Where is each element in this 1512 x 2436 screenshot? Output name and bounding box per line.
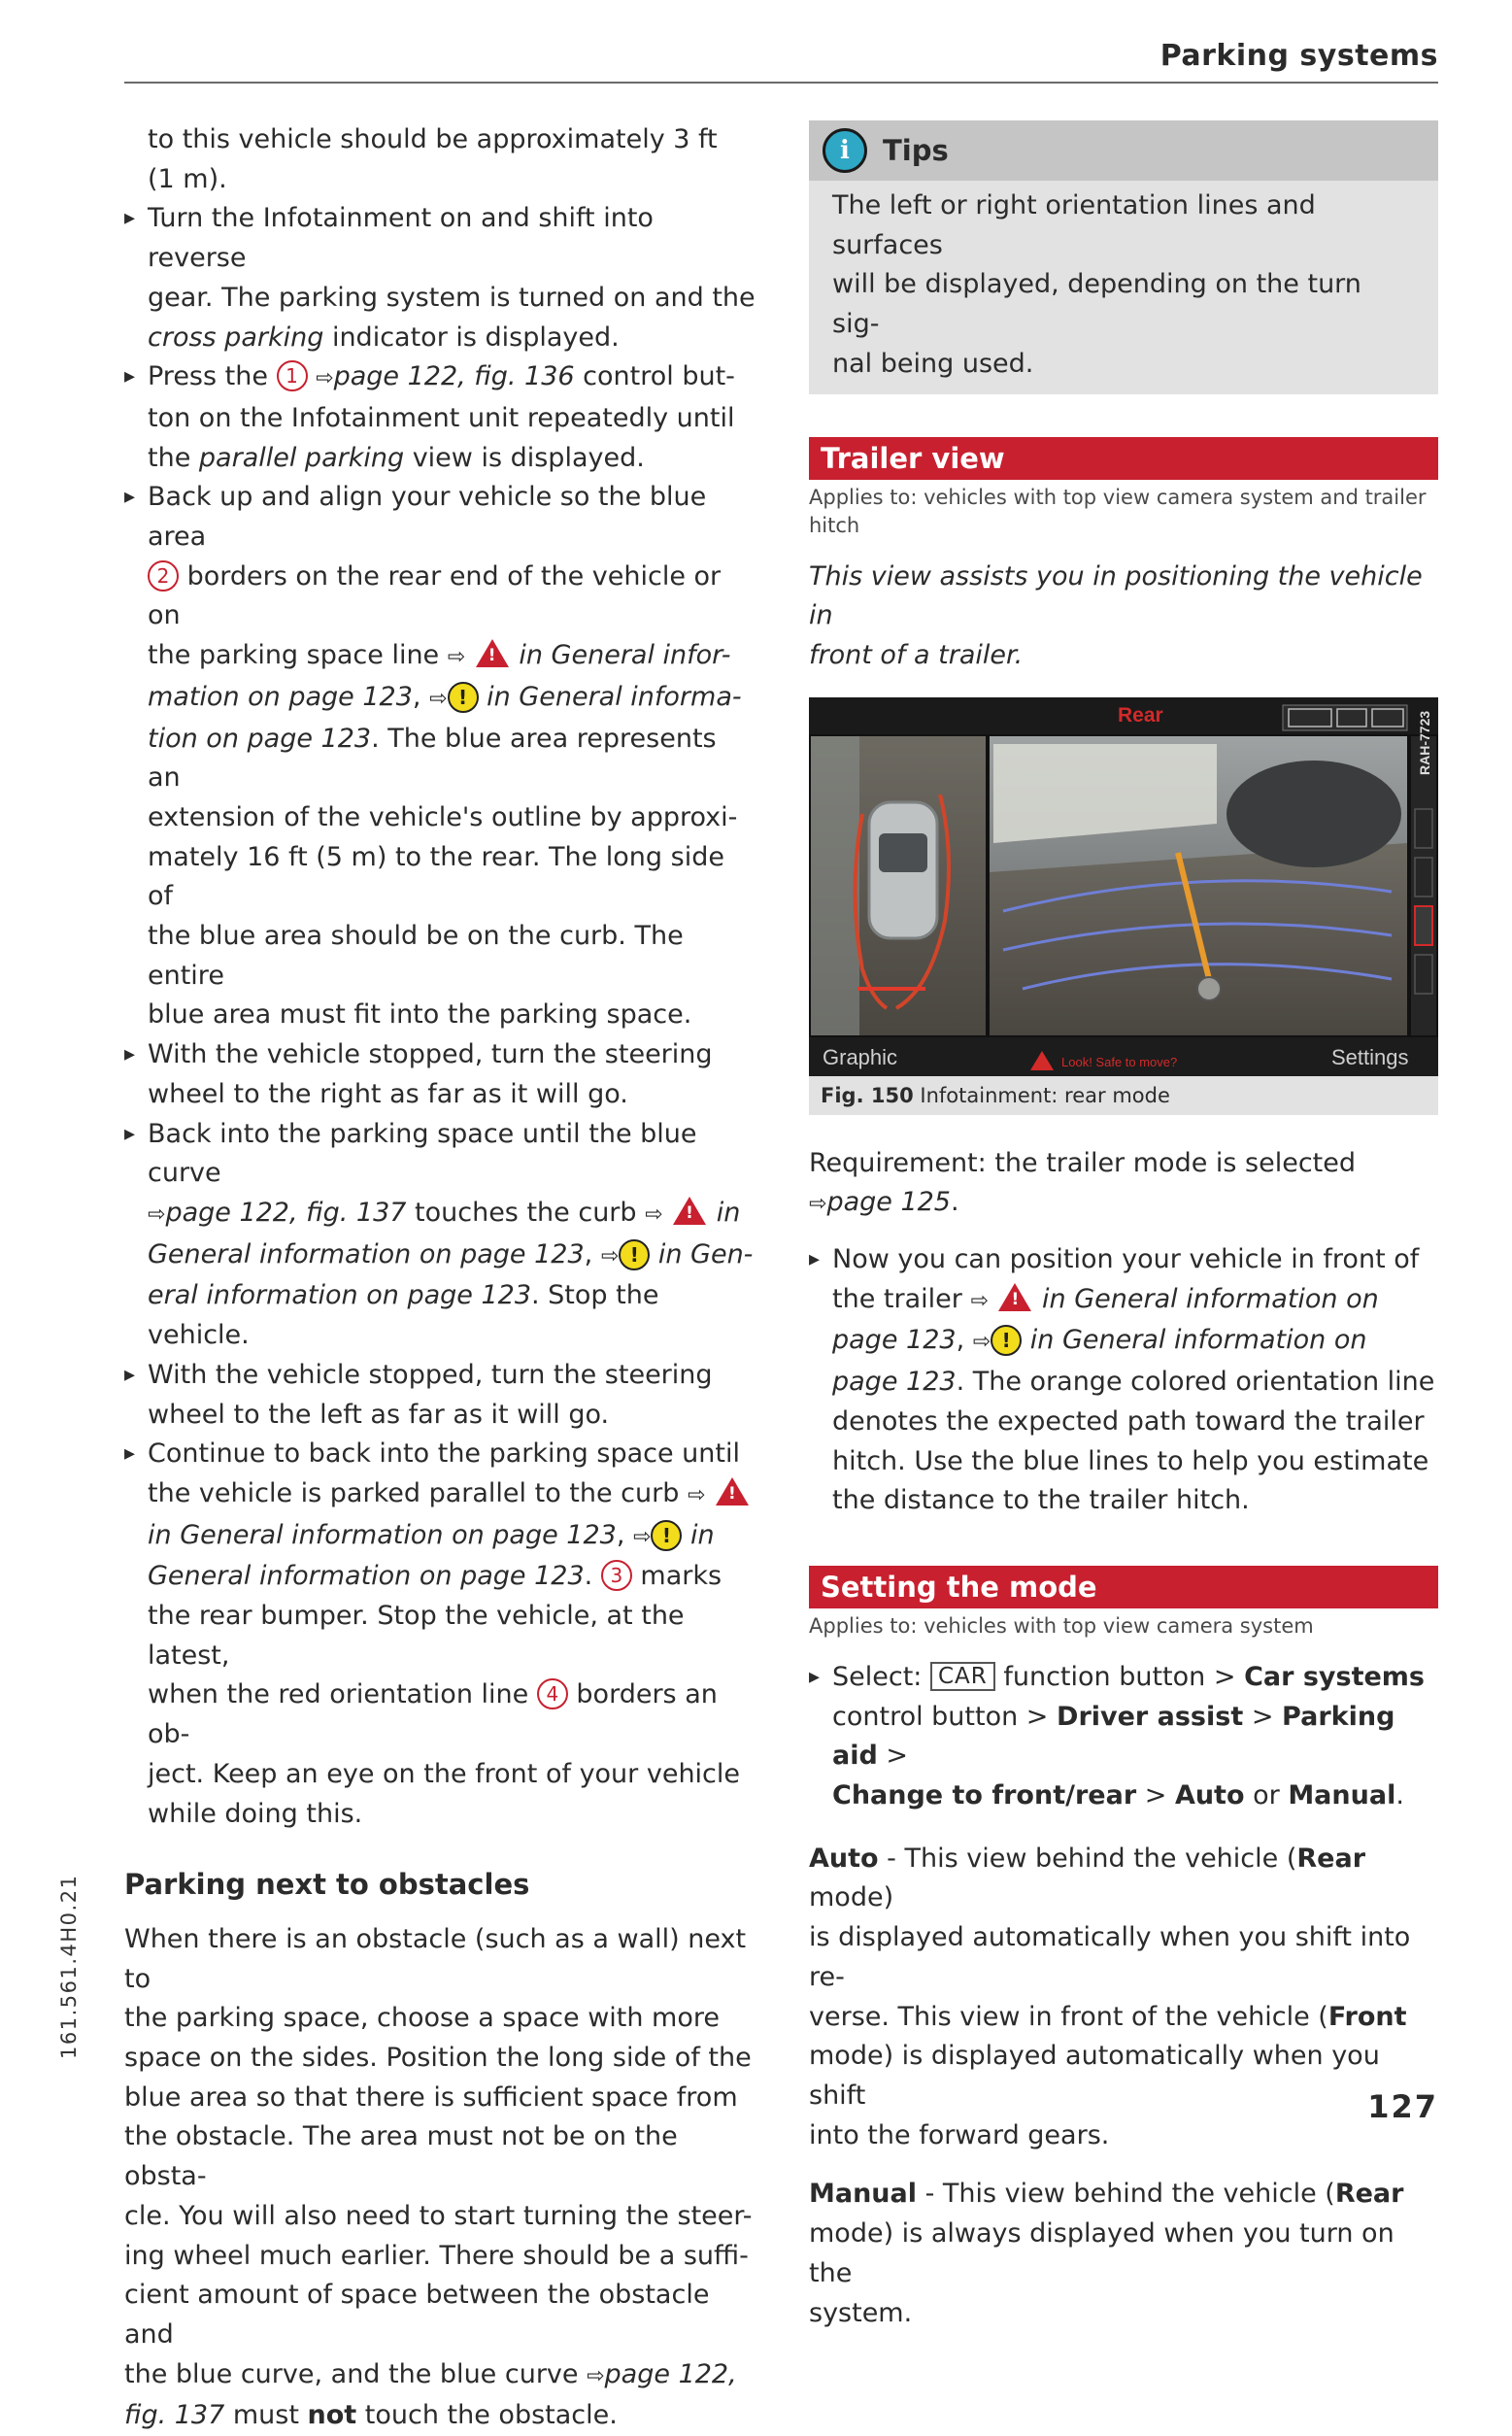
italic-term: cross parking	[148, 321, 324, 353]
text-line: General information on page 123, ⇨ ! in Gen-	[148, 1238, 754, 1269]
text-line: blue area so that there is sufficient space from	[124, 2081, 738, 2113]
settings-softkey: Settings	[1331, 1044, 1409, 1069]
menu-item-driver-assist[interactable]: Driver assist	[1057, 1701, 1244, 1732]
text-line	[832, 1363, 1438, 1403]
reference-arrow-icon: ⇨	[316, 366, 334, 391]
text-line: General information on page 123. 3 marks	[148, 1561, 722, 1592]
manual-mode-paragraph	[809, 2175, 1438, 2333]
text-line: ▸ Turn the Infotainment on and shift into reverse	[148, 203, 654, 274]
figure-caption-text: Infotainment: rear mode	[920, 1083, 1170, 1107]
subheading-parking-next-to-obstacles: Parking next to obstacles	[124, 1868, 530, 1902]
reference-arrow-icon: ⇨	[600, 1243, 620, 1269]
page-reference-link[interactable]: mation on page 123	[148, 681, 413, 712]
page-reference-link[interactable]: in	[682, 1519, 715, 1550]
text-run: .	[1395, 1780, 1404, 1811]
text-run: . The blue area represents an	[148, 723, 717, 794]
text-run: borders an ob-	[148, 1679, 718, 1750]
page-reference-link[interactable]: in General information on page 123	[148, 1519, 617, 1550]
step-turn-wheel-left	[124, 1356, 756, 1435]
text-line: nal being used.	[832, 348, 1034, 379]
text-line	[148, 357, 756, 399]
text-line: in General information on page 123, ⇨ ! in	[148, 1519, 715, 1550]
text-run: borders on the rear end of the vehicle or on	[148, 560, 722, 631]
text-run: or	[1244, 1780, 1289, 1811]
text-run: - This view behind the vehicle (	[917, 2179, 1335, 2210]
text-line	[148, 1474, 756, 1516]
text-run: when the red orientation line	[148, 1679, 537, 1710]
page-reference-link[interactable]: in General information on	[1033, 1283, 1379, 1314]
text-line	[809, 1183, 1438, 1225]
view-button-active	[1415, 906, 1432, 945]
reference-arrow-icon: ⇨	[645, 1201, 663, 1227]
curb-area	[811, 736, 859, 1035]
text-line: space on the sides. Position the long side of the	[124, 2043, 752, 2074]
text-run: must	[224, 2400, 308, 2431]
step-turn-wheel-right	[124, 1035, 756, 1114]
tips-box	[809, 120, 1438, 394]
caution-note-icon: !	[619, 1239, 650, 1270]
text-line: cient amount of space between the obstacle and	[124, 2280, 710, 2350]
text-line	[148, 1675, 756, 1754]
warning-triangle-icon	[673, 1197, 706, 1225]
callout-number-3: 3	[601, 1560, 632, 1591]
text-line: page 123, ⇨ ! in General information on	[832, 1325, 1367, 1356]
text-line	[124, 2396, 756, 2436]
figure-150	[809, 697, 1438, 1115]
text-run: the	[148, 442, 199, 473]
text-line	[148, 720, 756, 798]
text-run: function button >	[994, 1661, 1245, 1692]
text-line	[148, 558, 756, 636]
caution-note-icon: !	[991, 1325, 1022, 1356]
page-reference-link[interactable]: in General information on	[1022, 1325, 1367, 1356]
text-line: ing wheel much earlier. There should be a suffi-	[124, 2240, 749, 2271]
option-manual[interactable]: Manual	[1288, 1780, 1396, 1811]
reference-arrow-icon: ⇨	[447, 645, 466, 670]
page-reference-link[interactable]: page 123	[832, 1367, 957, 1398]
warning-triangle-icon	[716, 1477, 749, 1506]
page-reference-link[interactable]: in	[708, 1197, 741, 1228]
page-reference-link[interactable]: tion on page 123	[148, 723, 372, 754]
text-line: hitch. Use the blue lines to help you estimate	[832, 1445, 1429, 1476]
text-line: the distance to the trailer hitch.	[832, 1485, 1250, 1516]
figure-label: Fig. 150	[821, 1083, 914, 1107]
text-line: ▸ Back into the parking space until the blue curve	[148, 1118, 697, 1189]
text-line: to this vehicle should be approximately 3 ft	[148, 124, 718, 154]
text-line: the parking space, choose a space with more	[124, 2003, 720, 2034]
text-line: hitch	[809, 513, 860, 537]
reference-arrow-icon: ⇨	[429, 686, 448, 711]
step-select-menu-path	[809, 1658, 1438, 1816]
page-reference-link[interactable]: in Gen-	[650, 1238, 754, 1269]
text-line: the blue area should be on the curb. The entire	[148, 921, 684, 991]
text-run: touches the curb	[406, 1197, 646, 1228]
page-reference-link[interactable]: page 122,	[604, 2358, 737, 2389]
section-heading-trailer-view: Trailer view	[809, 437, 1438, 480]
text-line: mation on page 123, ⇨ ! in General informa-	[148, 681, 742, 712]
text-line: mode) is displayed automatically when you shift	[809, 2041, 1380, 2111]
tips-header	[809, 120, 1438, 181]
option-auto[interactable]: Auto	[1174, 1780, 1245, 1811]
auto-mode-paragraph	[809, 1840, 1438, 2156]
text-line: (1 m).	[148, 163, 227, 194]
menu-item-car-systems[interactable]: Car systems	[1244, 1661, 1425, 1692]
applies-to-note: Applies to: vehicles with top view camera system	[809, 1613, 1314, 1638]
text-line: front of a trailer.	[809, 639, 1024, 670]
text-run: the parking space line	[148, 640, 448, 671]
trailer-intro	[809, 558, 1438, 676]
text-run: .	[951, 1187, 959, 1218]
reference-arrow-icon: ⇨	[633, 1524, 652, 1549]
callout-number-4: 4	[537, 1678, 568, 1709]
text-run: - This view behind the vehicle (	[878, 1843, 1297, 1874]
text-line: the rear bumper. Stop the vehicle, at the latest,	[148, 1601, 685, 1671]
figure-caption	[809, 1076, 1438, 1115]
text-run: marks	[631, 1561, 722, 1592]
text-line: system.	[809, 2297, 913, 2328]
text-line: mode) is always displayed when you turn on the	[809, 2218, 1394, 2288]
page-reference-link[interactable]: page 125	[826, 1187, 951, 1218]
infotainment-rear-mode-screen	[809, 697, 1438, 1076]
text-line: extension of the vehicle's outline by approxi-	[148, 801, 738, 832]
text-run: Press the	[148, 361, 277, 392]
text-line: wheel to the left as far as it will go.	[148, 1399, 610, 1430]
reference-arrow-icon: ⇨	[970, 1288, 989, 1313]
text-line	[148, 1194, 756, 1235]
car-key-button[interactable]: CAR	[930, 1662, 995, 1691]
right-column	[809, 120, 1438, 2333]
text-line: mately 16 ft (5 m) to the rear. The long side of	[148, 841, 724, 912]
page-reference-link[interactable]: fig. 137	[124, 2400, 225, 2431]
text-line: ton on the Infotainment unit repeatedly until	[148, 402, 735, 433]
text-line: ▸ Now you can position your vehicle in front of	[832, 1244, 1420, 1275]
text-line: ▸ With the vehicle stopped, turn the steering	[148, 1359, 713, 1390]
text-line: while doing this.	[148, 1798, 363, 1829]
text-line	[148, 319, 756, 358]
tips-title: Tips	[883, 133, 949, 167]
callout-number-1: 1	[277, 360, 308, 391]
screen-rear-label: Rear	[1118, 703, 1163, 727]
page-reference-link[interactable]: page 122, fig. 136	[333, 361, 575, 392]
caution-note-icon: !	[651, 1520, 682, 1551]
text-line	[832, 1698, 1438, 1776]
text-run: the trailer	[832, 1283, 971, 1314]
text-run: the vehicle is parked parallel to the curb	[148, 1477, 688, 1508]
reference-arrow-icon: ⇨	[972, 1330, 991, 1355]
text-run: >	[1136, 1780, 1175, 1811]
text-run: touch the obstacle.	[356, 2400, 618, 2431]
text-run: . Stop the vehicle.	[148, 1280, 659, 1351]
text-line: cle. You will also need to start turning the steer-	[124, 2200, 753, 2231]
text-line: ject. Keep an eye on the front of your vehicle	[148, 1758, 741, 1789]
warning-triangle-icon	[998, 1283, 1031, 1311]
text-line: The left or right orientation lines and surfaces	[832, 190, 1316, 260]
header-rule	[124, 82, 1438, 84]
text-line: denotes the expected path toward the trailer	[832, 1405, 1425, 1437]
page-header-title: Parking systems	[1159, 39, 1438, 73]
reference-arrow-icon: ⇨	[687, 1482, 706, 1507]
text-run: mode)	[809, 1882, 894, 1913]
text-run: control but-	[574, 361, 735, 392]
parked-car	[1226, 761, 1401, 867]
left-column	[124, 120, 756, 2436]
bold-term: Rear	[1296, 1843, 1366, 1874]
section-spacer	[809, 1521, 1438, 1566]
bold-term: Front	[1327, 2001, 1407, 2032]
page-number: 127	[1367, 2088, 1438, 2125]
text-line: the obstacle. The area must not be on the obsta-	[124, 2121, 678, 2192]
requirement-paragraph	[809, 1144, 1438, 1225]
text-line	[124, 2355, 756, 2397]
text-run: . The orange colored orientation line	[956, 1367, 1435, 1398]
step-press-control-button	[124, 357, 756, 478]
page-reference-link[interactable]: in General infor-	[510, 640, 731, 671]
bold-term: Manual	[809, 2179, 918, 2210]
step-back-into-space	[124, 1115, 756, 1356]
menu-item-parking-aid[interactable]: Parking aid	[832, 1701, 1395, 1772]
text-line: into the forward gears.	[809, 2119, 1110, 2150]
step-position-vehicle	[809, 1240, 1438, 1521]
reference-arrow-icon: ⇨	[587, 2363, 605, 2388]
text-run: verse. This view in front of the vehicle (	[809, 2001, 1328, 2032]
italic-term: parallel parking	[198, 442, 405, 473]
bold-term: Auto	[809, 1843, 879, 1874]
text-line	[148, 636, 756, 678]
page-reference-link[interactable]: General information on page 123	[148, 1561, 585, 1592]
text-run: >	[1243, 1701, 1283, 1732]
vehicle-roof	[879, 833, 927, 872]
page-reference-link[interactable]: page 123	[832, 1325, 957, 1356]
text-line: ▸ Continue to back into the parking space until	[148, 1438, 740, 1470]
bold-term: not	[307, 2400, 357, 2431]
reference-arrow-icon: ⇨	[809, 1192, 827, 1217]
document-code: 161.561.4H0.21	[57, 1874, 81, 2059]
warning-triangle-icon	[476, 639, 509, 667]
obstacles-paragraph	[124, 1920, 756, 2436]
step-back-up-align	[124, 478, 756, 1035]
intro-paragraph	[124, 120, 756, 199]
text-line: is displayed automatically when you shift into re-	[809, 1922, 1411, 1992]
page-reference-link[interactable]: eral information on page 123	[148, 1280, 531, 1311]
text-line	[832, 1280, 1438, 1322]
step-continue-back	[124, 1435, 756, 1834]
tips-body	[809, 181, 1438, 394]
page-reference-link[interactable]: General information on page 123	[148, 1238, 585, 1269]
graphic-softkey: Graphic	[823, 1044, 898, 1069]
reference-arrow-icon: ⇨	[148, 1201, 166, 1227]
text-run: indicator is displayed.	[323, 321, 620, 353]
text-line	[809, 1998, 1438, 2038]
text-line	[148, 1276, 756, 1355]
text-line	[148, 439, 756, 479]
text-line	[809, 1840, 1438, 1918]
text-run: >	[877, 1741, 909, 1772]
text-line	[832, 1658, 1438, 1698]
text-line: gear. The parking system is turned on and the	[148, 282, 756, 313]
text-line: ▸ Back up and align your vehicle so the blue area	[148, 482, 707, 553]
text-line: Applies to: vehicles with top view camera system and trailer	[809, 485, 1427, 509]
screen-code-label: RAH-7723	[1417, 710, 1432, 775]
caution-note-icon: !	[448, 682, 479, 713]
bold-term: Rear	[1334, 2179, 1404, 2210]
text-run: view is displayed.	[404, 442, 645, 473]
section-heading-setting-the-mode: Setting the mode	[809, 1566, 1438, 1608]
text-run: control button >	[832, 1701, 1058, 1732]
menu-item-change-to-front-rear[interactable]: Change to front/rear	[832, 1780, 1137, 1811]
text-line: ▸ With the vehicle stopped, turn the steering	[148, 1039, 713, 1070]
text-line: Requirement: the trailer mode is selected	[809, 1147, 1357, 1178]
text-line	[809, 2175, 1438, 2215]
text-run: the blue curve, and the blue curve	[124, 2358, 588, 2389]
text-line: wheel to the right as far as it will go.	[148, 1078, 628, 1109]
page-reference-link[interactable]: in General informa-	[478, 681, 742, 712]
info-icon: i	[823, 128, 867, 173]
applies-to-note	[809, 484, 1438, 540]
text-line: will be displayed, depending on the turn sig-	[832, 269, 1361, 340]
text-line: When there is an obstacle (such as a wall) next to	[124, 1923, 747, 1994]
screen-warning-text: Look! Safe to move?	[1061, 1054, 1178, 1069]
step-turn-on-infotainment	[124, 199, 756, 357]
text-line	[832, 1776, 1438, 1816]
text-run: Select:	[832, 1661, 930, 1692]
page-reference-link[interactable]: page 122, fig. 137	[165, 1197, 407, 1228]
text-line: blue area must fit into the parking space.	[148, 999, 692, 1031]
callout-number-2: 2	[148, 560, 179, 592]
trailer-hitch-ball	[1197, 977, 1221, 1000]
text-line: This view assists you in positioning the vehicle in	[809, 560, 1423, 631]
